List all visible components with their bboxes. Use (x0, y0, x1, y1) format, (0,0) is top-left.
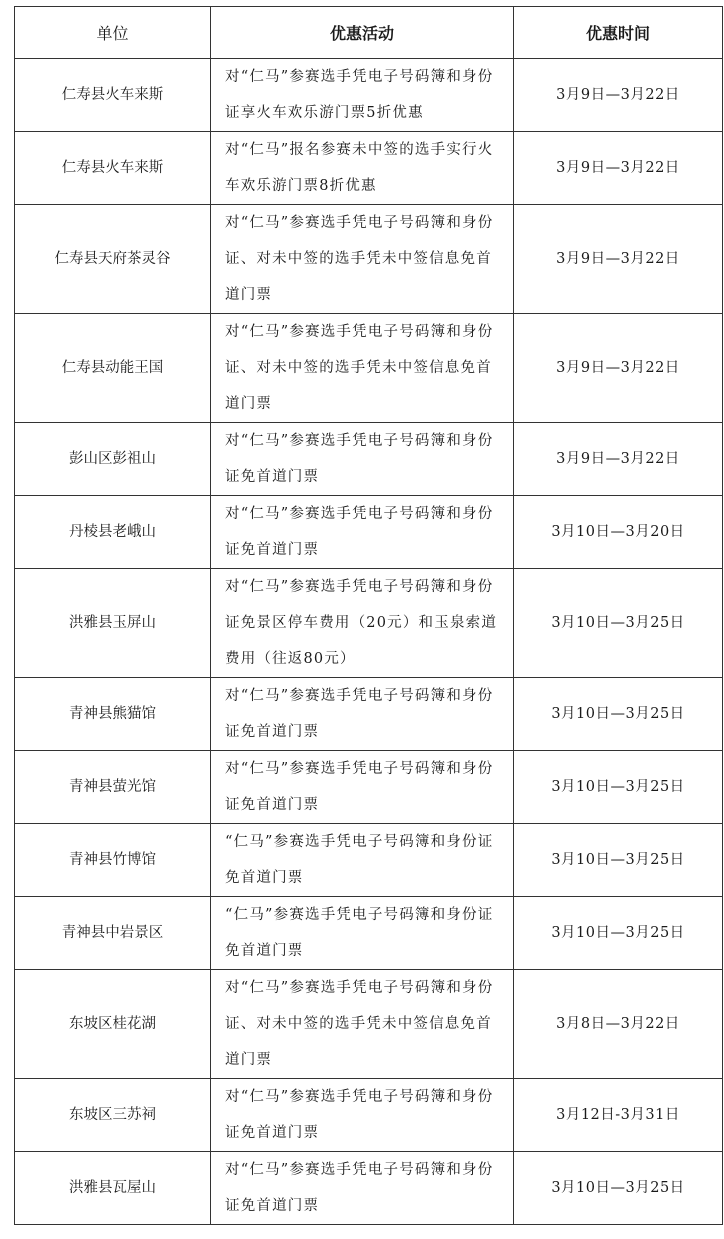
table-row (15, 970, 723, 1079)
time-cell: 3月10日—3月25日 (514, 897, 723, 970)
table-body (15, 59, 723, 1225)
activity-cell: 对“仁马”参赛选手凭电子号码簿和身份证免首道门票 (211, 1152, 514, 1225)
table-row (15, 496, 723, 569)
time-cell: 3月10日—3月25日 (514, 1152, 723, 1225)
header-time: 优惠时间 (514, 7, 723, 59)
table-row (15, 569, 723, 678)
activity-cell: 对“仁马”参赛选手凭电子号码簿和身份证享火车欢乐游门票5折优惠 (211, 59, 514, 132)
table-row (15, 314, 723, 423)
table-row (15, 824, 723, 897)
time-cell: 3月8日—3月22日 (514, 970, 723, 1079)
activity-cell: 对“仁马”参赛选手凭电子号码簿和身份证免景区停车费用（20元）和玉泉索道费用（往返80元） (211, 569, 514, 678)
activity-cell: 对“仁马”参赛选手凭电子号码簿和身份证、对未中签的选手凭未中签信息免首道门票 (211, 205, 514, 314)
unit-cell: 青神县中岩景区 (15, 897, 211, 970)
unit-cell: 洪雅县玉屏山 (15, 569, 211, 678)
table-row (15, 1079, 723, 1152)
activity-cell: 对“仁马”参赛选手凭电子号码簿和身份证免首道门票 (211, 496, 514, 569)
time-cell: 3月10日—3月25日 (514, 678, 723, 751)
header-unit: 单位 (15, 7, 211, 59)
table-row (15, 897, 723, 970)
table-row (15, 132, 723, 205)
activity-cell: 对“仁马”参赛选手凭电子号码簿和身份证免首道门票 (211, 1079, 514, 1152)
unit-cell: 洪雅县瓦屋山 (15, 1152, 211, 1225)
time-cell: 3月10日—3月20日 (514, 496, 723, 569)
header-activity: 优惠活动 (211, 7, 514, 59)
unit-cell: 青神县萤光馆 (15, 751, 211, 824)
unit-cell: 仁寿县天府茶灵谷 (15, 205, 211, 314)
unit-cell: 青神县竹博馆 (15, 824, 211, 897)
activity-cell: 对“仁马”参赛选手凭电子号码簿和身份证免首道门票 (211, 751, 514, 824)
time-cell: 3月9日—3月22日 (514, 132, 723, 205)
unit-cell: 东坡区桂花湖 (15, 970, 211, 1079)
unit-cell: 彭山区彭祖山 (15, 423, 211, 496)
table-row (15, 59, 723, 132)
activity-cell: “仁马”参赛选手凭电子号码簿和身份证免首道门票 (211, 897, 514, 970)
time-cell: 3月9日—3月22日 (514, 314, 723, 423)
discount-table (14, 6, 723, 1225)
time-cell: 3月12日-3月31日 (514, 1079, 723, 1152)
activity-cell: “仁马”参赛选手凭电子号码簿和身份证免首道门票 (211, 824, 514, 897)
table-header-row (15, 7, 723, 59)
time-cell: 3月9日—3月22日 (514, 59, 723, 132)
table-row (15, 423, 723, 496)
unit-cell: 仁寿县动能王国 (15, 314, 211, 423)
activity-cell: 对“仁马”参赛选手凭电子号码簿和身份证免首道门票 (211, 423, 514, 496)
activity-cell: 对“仁马”参赛选手凭电子号码簿和身份证免首道门票 (211, 678, 514, 751)
time-cell: 3月10日—3月25日 (514, 751, 723, 824)
table-row (15, 205, 723, 314)
table-row (15, 751, 723, 824)
unit-cell: 东坡区三苏祠 (15, 1079, 211, 1152)
time-cell: 3月10日—3月25日 (514, 569, 723, 678)
unit-cell: 丹棱县老峨山 (15, 496, 211, 569)
time-cell: 3月10日—3月25日 (514, 824, 723, 897)
unit-cell: 仁寿县火车来斯 (15, 59, 211, 132)
table-row (15, 678, 723, 751)
time-cell: 3月9日—3月22日 (514, 423, 723, 496)
activity-cell: 对“仁马”报名参赛未中签的选手实行火车欢乐游门票8折优惠 (211, 132, 514, 205)
activity-cell: 对“仁马”参赛选手凭电子号码簿和身份证、对未中签的选手凭未中签信息免首道门票 (211, 970, 514, 1079)
unit-cell: 青神县熊猫馆 (15, 678, 211, 751)
time-cell: 3月9日—3月22日 (514, 205, 723, 314)
unit-cell: 仁寿县火车来斯 (15, 132, 211, 205)
table-row (15, 1152, 723, 1225)
activity-cell: 对“仁马”参赛选手凭电子号码簿和身份证、对未中签的选手凭未中签信息免首道门票 (211, 314, 514, 423)
